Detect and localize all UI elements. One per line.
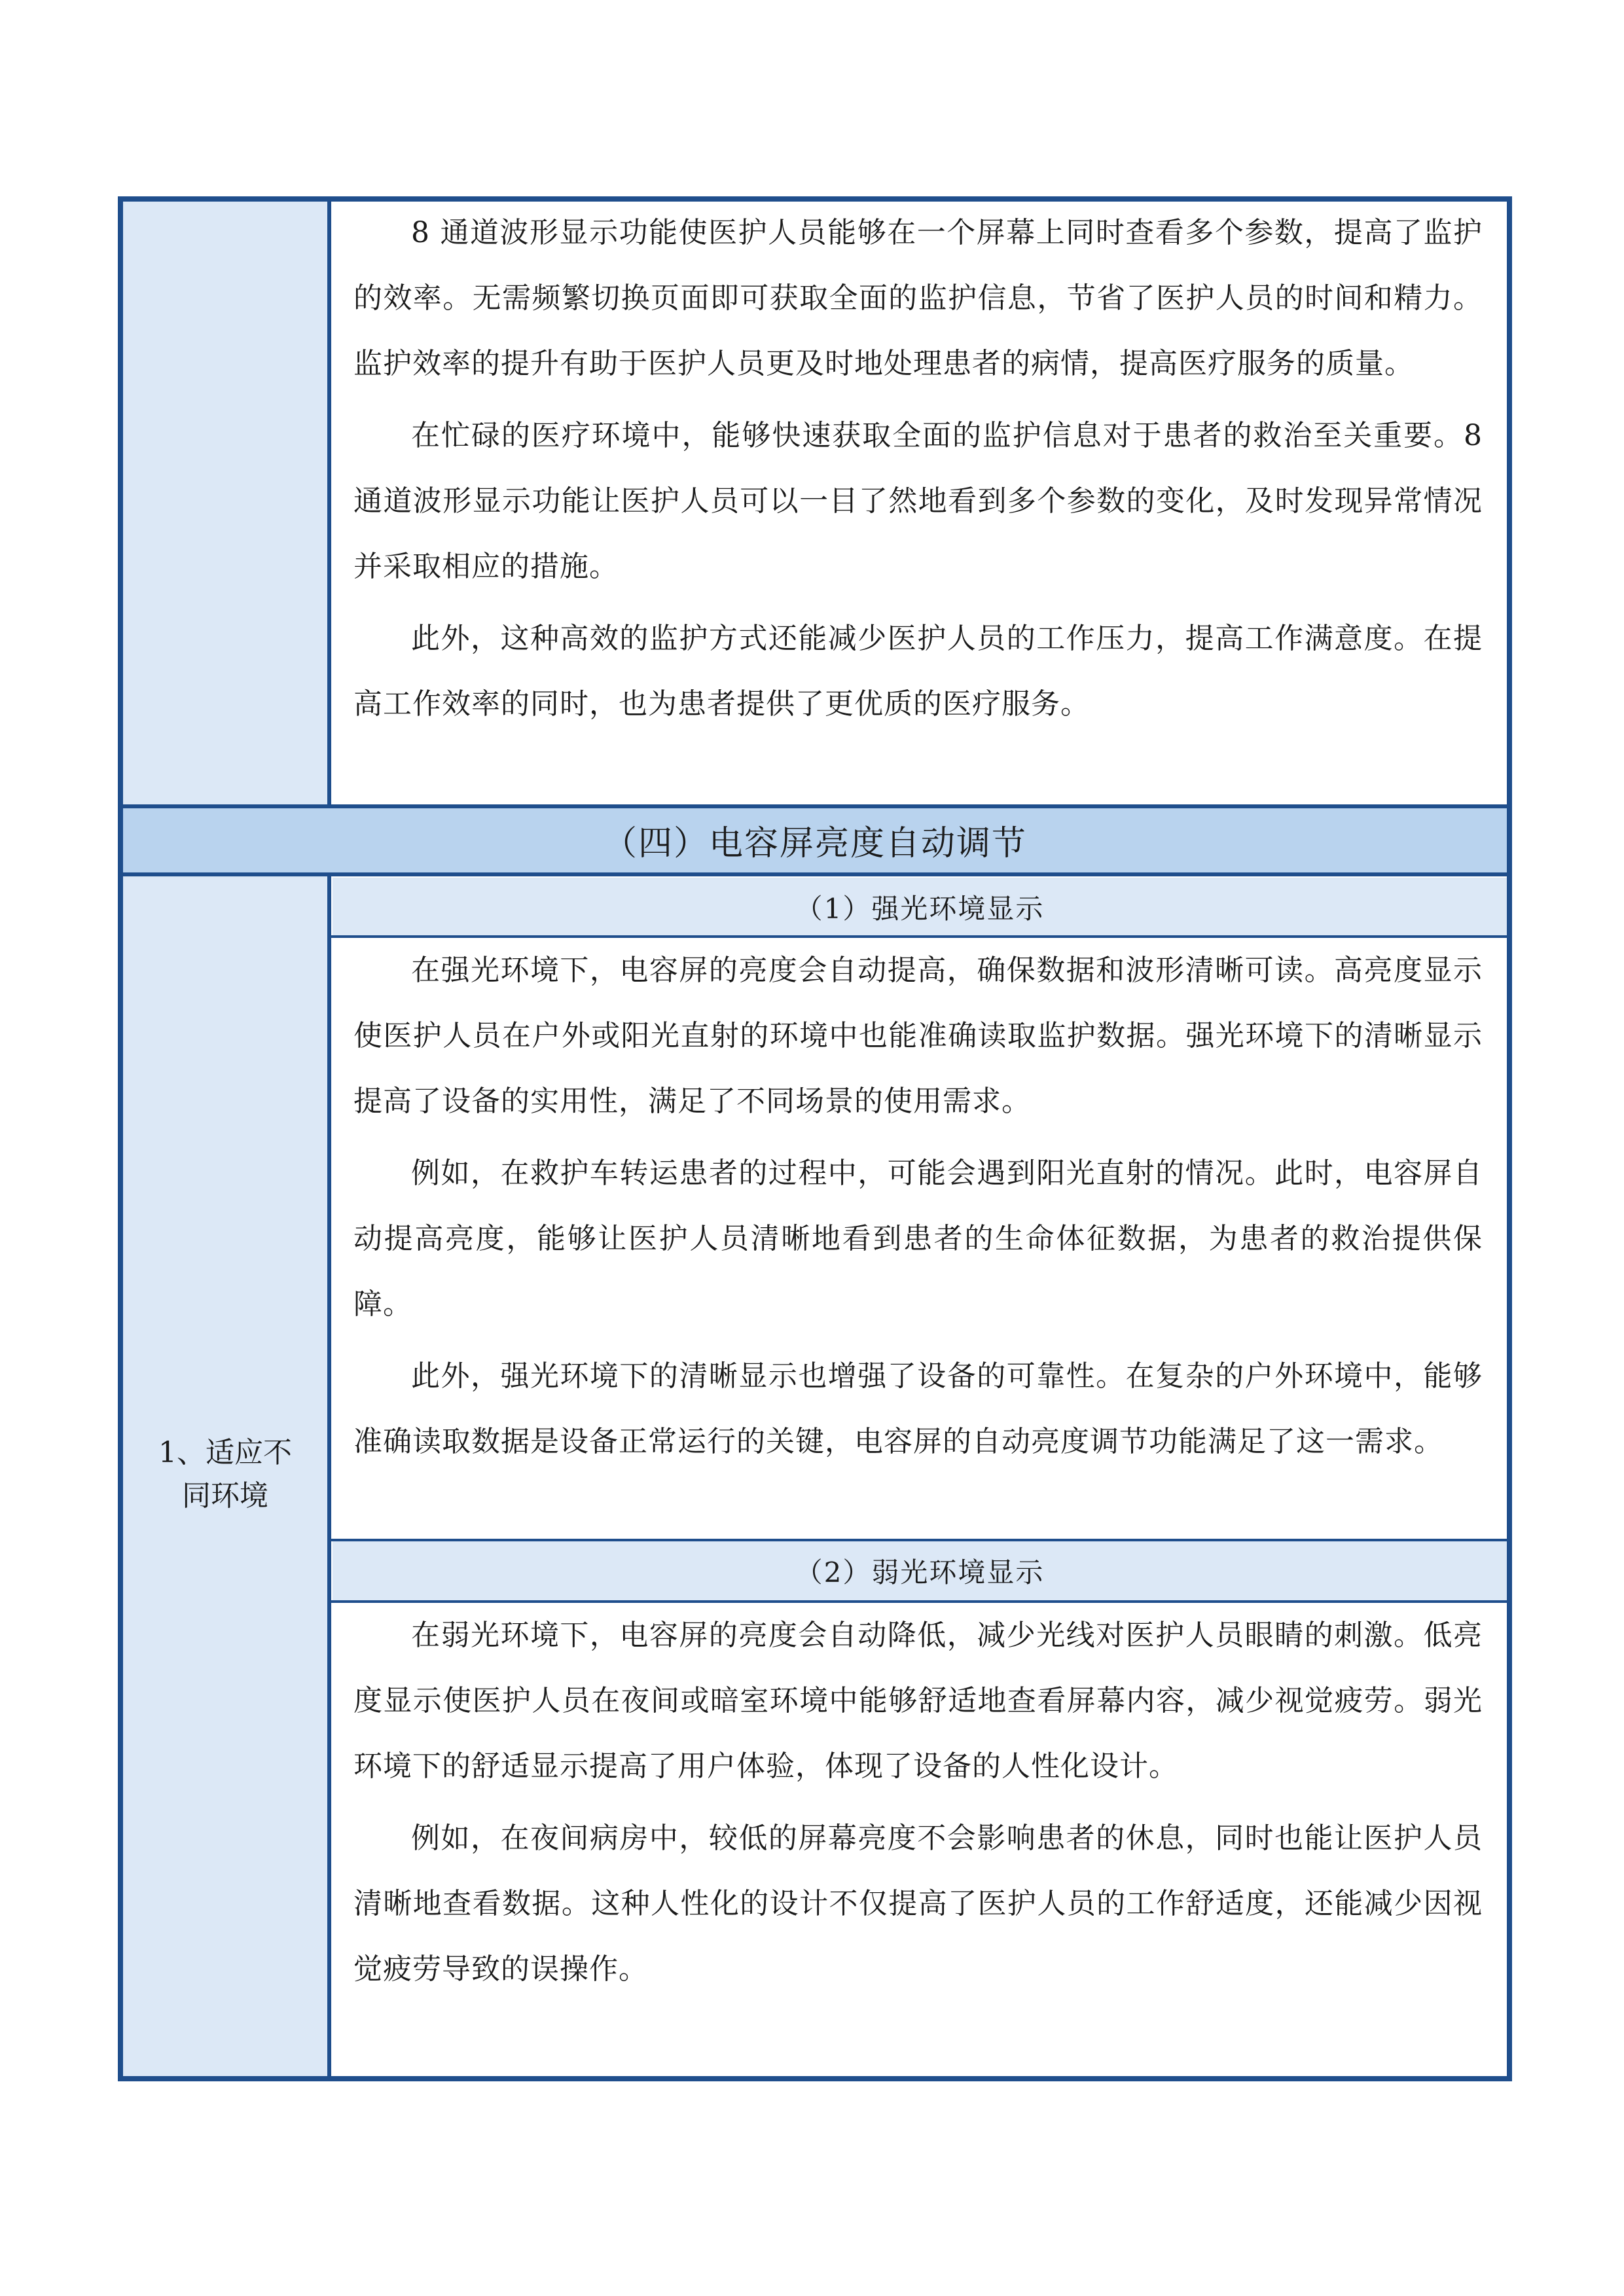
paragraph: 此外，强光环境下的清晰显示也增强了设备的可靠性。在复杂的户外环境中，能够准确读取数据是设备正常运行的关键，电容屏的自动亮度调节功能满足了这一需求。 (353, 1359, 1483, 1458)
row-label-line1: 1、适应不 (158, 1436, 292, 1469)
section-header-bottom-rule (123, 872, 1507, 876)
section-header-top-rule (123, 804, 1507, 808)
paragraph: 在弱光环境下，电容屏的亮度会自动降低，减少光线对医护人员眼睛的刺激。低亮度显示使医护人员在夜间或暗室环境中能够舒适地查看屏幕内容，减少视觉疲劳。弱光环境下的舒适显示提高了用户体验，体现了设备的人性化设计。 (353, 1619, 1483, 1783)
top-text-block (353, 200, 1483, 744)
section-title: （四）电容屏亮度自动调节 (123, 807, 1507, 872)
paragraph: 例如，在救护车转运患者的过程中，可能会遇到阳光直射的情况。此时，电容屏自动提高亮度，能够让医护人员清晰地看到患者的生命体征数据，为患者的救治提供保障。 (353, 1157, 1483, 1321)
dim-env-text-block (353, 1603, 1483, 2009)
row-label (123, 1431, 327, 1518)
paragraph: 例如，在夜间病房中，较低的屏幕亮度不会影响患者的休息，同时也能让医护人员清晰地查看数据。这种人性化的设计不仅提高了医护人员的工作舒适度，还能减少因视觉疲劳导致的误操作。 (353, 1821, 1483, 1986)
column-divider-bottom (327, 872, 331, 2076)
paragraph: 此外，这种高效的监护方式还能减少医护人员的工作压力，提高工作满意度。在提高工作效率的同时，也为患者提供了更优质的医疗服务。 (353, 622, 1483, 721)
bright-env-text-block (353, 938, 1483, 1481)
row-label-line2: 同环境 (182, 1479, 268, 1513)
paragraph: 8 通道波形显示功能使医护人员能够在一个屏幕上同时查看多个参数，提高了监护的效率。无需频繁切换页面即可获取全面的监护信息，节省了医护人员的时间和精力。监护效率的提升有助于医护人员更及时地处理患者的病情，提高医疗服务的质量。 (353, 216, 1483, 380)
subsection2-top-rule (331, 1539, 1507, 1541)
subsection-title-dim: （2）弱光环境显示 (333, 1541, 1507, 1600)
subsection-title-bright: （1）强光环境显示 (333, 878, 1507, 937)
paragraph: 在忙碌的医疗环境中，能够快速获取全面的监护信息对于患者的救治至关重要。8 通道波形显示功能让医护人员可以一目了然地看到多个参数的变化，及时发现异常情况并采取相应的措施。 (353, 419, 1483, 583)
paragraph: 在强光环境下，电容屏的亮度会自动提高，确保数据和波形清晰可读。高亮度显示使医护人员在户外或阳光直射的环境中也能准确读取监护数据。强光环境下的清晰显示提高了设备的实用性，满足了不同场景的使用需求。 (353, 954, 1483, 1118)
column-divider-top (327, 202, 331, 807)
